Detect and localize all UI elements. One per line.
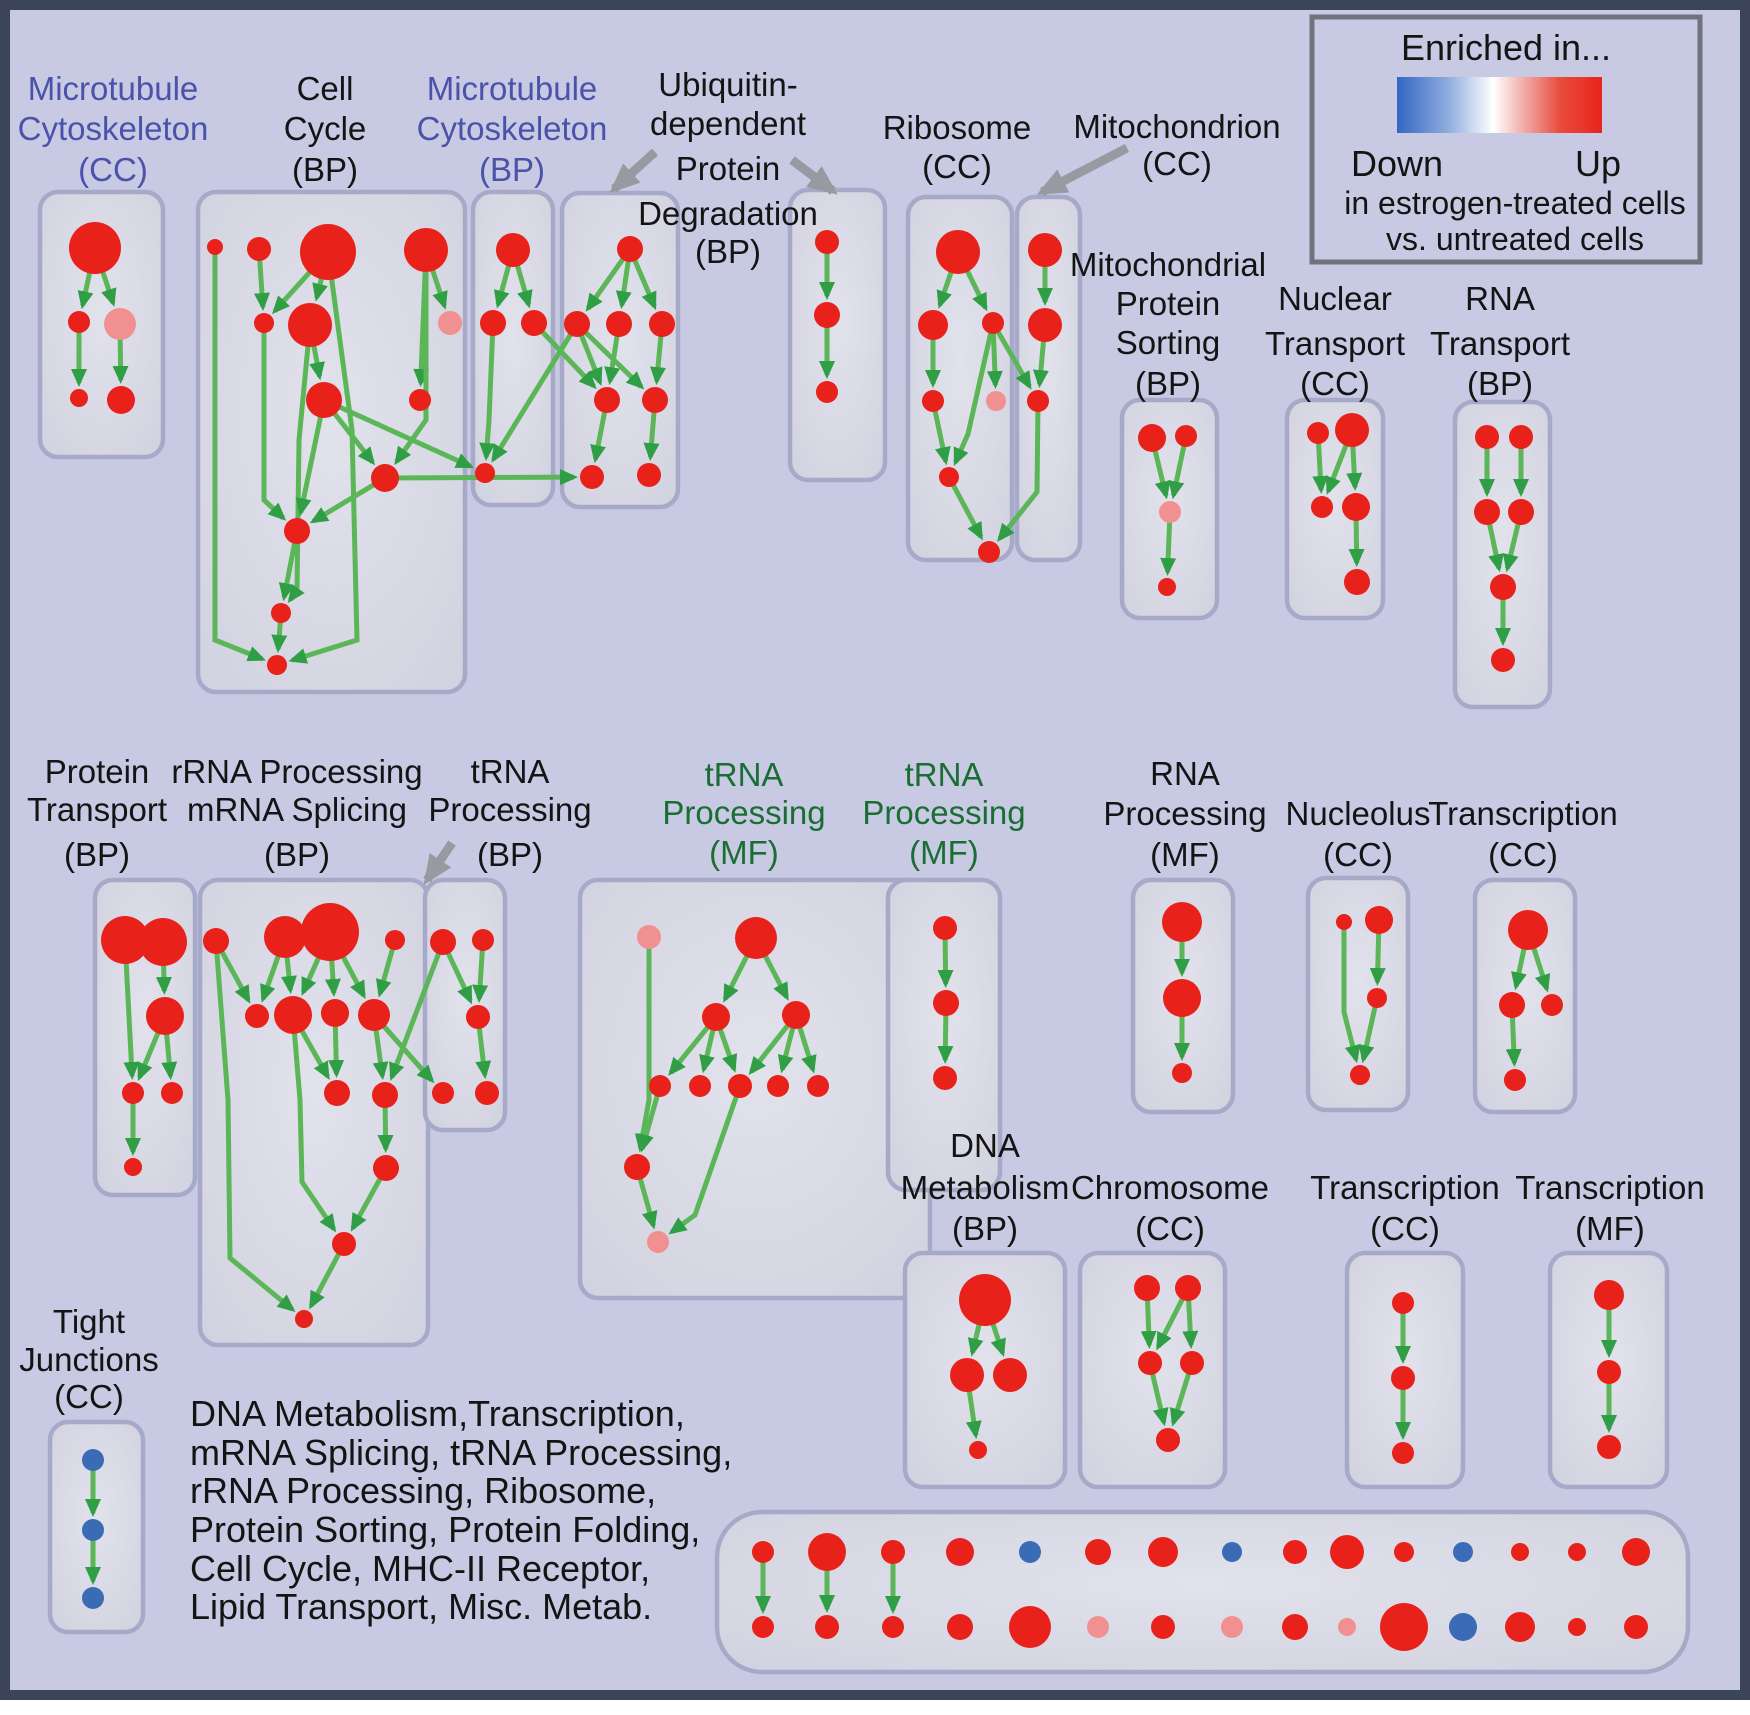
go-term-node [1449, 1613, 1477, 1641]
go-term-node [959, 1274, 1011, 1326]
go-term-node [982, 312, 1004, 334]
microtubule-cc-label: (CC) [78, 151, 148, 188]
protein-transport-label: Transport [27, 791, 167, 828]
go-term-node [1505, 1612, 1535, 1642]
trna-mf-a-label: (MF) [709, 834, 779, 871]
go-term-node [580, 465, 604, 489]
legend-subtitle-line1: in estrogen-treated cells [1344, 185, 1686, 221]
go-term-node [933, 990, 959, 1016]
ribosome-label: (CC) [922, 148, 992, 185]
chromosome-label: Chromosome [1070, 1169, 1270, 1206]
go-term-node [617, 236, 643, 262]
go-term-node [321, 999, 349, 1027]
rrna-mrna-label: (BP) [264, 836, 330, 873]
go-term-node [404, 228, 448, 272]
go-term-node [1508, 499, 1534, 525]
go-term-node [1499, 992, 1525, 1018]
legend [1312, 17, 1700, 262]
go-term-node [1511, 1543, 1529, 1561]
go-term-node [637, 925, 661, 949]
go-term-node [122, 1082, 144, 1104]
go-term-node [358, 999, 390, 1031]
go-term-node [808, 1533, 846, 1571]
go-term-node [409, 389, 431, 411]
go-term-node [986, 391, 1006, 411]
legend-color-gradient [1397, 77, 1602, 133]
go-term-node [466, 1005, 490, 1029]
protein-transport-label: (BP) [64, 836, 130, 873]
misc-bottom-box [717, 1512, 1688, 1672]
go-term-node [146, 997, 184, 1035]
go-term-node [1027, 390, 1049, 412]
go-term-node [1221, 1616, 1243, 1638]
go-term-node [1342, 493, 1370, 521]
go-term-node [207, 239, 223, 255]
go-term-node [475, 1081, 499, 1105]
ribosome-label: Ribosome [882, 109, 1032, 146]
go-term-node [947, 1614, 973, 1640]
go-term-node [385, 930, 405, 950]
go-term-node [264, 916, 306, 958]
go-term-node [637, 463, 661, 487]
go-term-node [1019, 1541, 1041, 1563]
go-term-node [1594, 1280, 1624, 1310]
dna-metabolism-label: Metabolism [900, 1169, 1070, 1206]
go-term-node [816, 381, 838, 403]
go-term-node [475, 463, 495, 483]
go-term-node [1282, 1614, 1308, 1640]
legend-up-label: Up [1574, 143, 1622, 184]
go-term-node [430, 929, 456, 955]
go-term-node [950, 1358, 984, 1392]
go-term-node [324, 1080, 350, 1106]
go-term-node [933, 916, 957, 940]
microtubule-bp-label: Cytoskeleton [416, 110, 608, 147]
rna-processing-mf-label: Processing [1103, 795, 1267, 832]
go-term-node [936, 230, 980, 274]
nuclear-transport-label: (CC) [1300, 365, 1370, 402]
go-term-node [1344, 569, 1370, 595]
go-term-node [203, 928, 229, 954]
tight-junctions-label: Tight [52, 1303, 126, 1340]
go-term-node [993, 1358, 1027, 1392]
go-term-node [782, 1001, 810, 1029]
go-term-node [247, 237, 271, 261]
go-term-node [1180, 1351, 1204, 1375]
go-term-node [161, 1082, 183, 1104]
go-term-node [82, 1449, 104, 1471]
go-term-node [1391, 1366, 1415, 1390]
legend-down-label: Down [1350, 143, 1444, 184]
transcription-mf-label: (MF) [1575, 1210, 1645, 1247]
go-term-node [752, 1616, 774, 1638]
mito-protein-sorting-label: (BP) [1135, 365, 1201, 402]
go-term-node [1491, 648, 1515, 672]
go-term-node [735, 917, 777, 959]
rna-processing-mf-label: (MF) [1150, 836, 1220, 873]
go-term-node [1085, 1539, 1111, 1565]
rna-transport-label: Transport [1430, 325, 1570, 362]
ubiquitin-deg-a-label: dependent [650, 105, 806, 142]
trna-mf-b-label: (MF) [909, 834, 979, 871]
go-term-node [922, 390, 944, 412]
tight-junctions-label: Junctions [19, 1341, 159, 1378]
go-term-node [1163, 979, 1201, 1017]
go-term-node [1541, 994, 1563, 1016]
go-term-node [1138, 1351, 1162, 1375]
go-term-node [1367, 988, 1387, 1008]
go-term-node [371, 464, 399, 492]
go-term-node [1330, 1535, 1364, 1569]
misc-categories-text: DNA Metabolism,Transcription, [190, 1393, 685, 1434]
go-term-node [1138, 424, 1166, 452]
dna-metabolism-label: DNA [950, 1127, 1020, 1164]
go-term-node [933, 1066, 957, 1090]
ubiquitin-deg-a-label: Ubiquitin- [658, 66, 798, 103]
trna-mf-b-label: Processing [862, 794, 1026, 831]
mitochondrion-label: Mitochondrion [1073, 108, 1281, 145]
go-term-node [807, 1075, 829, 1097]
go-term-node [245, 1004, 269, 1028]
go-term-node [1392, 1292, 1414, 1314]
go-term-node [480, 310, 506, 336]
go-term-node [1453, 1542, 1473, 1562]
go-term-node [1350, 1065, 1370, 1085]
microtubule-cc-label: Microtubule [27, 70, 199, 107]
go-term-node [1597, 1435, 1621, 1459]
go-term-node [1336, 914, 1352, 930]
go-term-node [432, 1082, 454, 1104]
go-term-node [1162, 902, 1202, 942]
mitochondrion-label: (CC) [1142, 145, 1212, 182]
go-term-node [472, 929, 494, 951]
chromosome-label: (CC) [1135, 1210, 1205, 1247]
misc-categories-text: Lipid Transport, Misc. Metab. [190, 1586, 653, 1627]
microtubule-bp-label: Microtubule [426, 70, 598, 107]
go-term-node [306, 382, 342, 418]
nucleolus-label: Nucleolus [1285, 795, 1431, 832]
cell-cycle-label: Cell [296, 70, 354, 107]
go-term-node [288, 303, 332, 347]
go-term-node [1490, 574, 1516, 600]
go-term-node [1474, 499, 1500, 525]
go-term-node [124, 1158, 142, 1176]
go-term-node [642, 387, 668, 413]
go-term-node [1504, 1069, 1526, 1091]
go-term-node [82, 1587, 104, 1609]
go-term-node [373, 1155, 399, 1181]
go-term-node [1159, 501, 1181, 523]
go-term-node [254, 313, 274, 333]
go-term-node [284, 518, 310, 544]
misc-categories-text: rRNA Processing, Ribosome, [190, 1470, 657, 1511]
go-term-node [1335, 413, 1369, 447]
go-term-node [969, 1441, 987, 1459]
go-term-node [107, 386, 135, 414]
go-term-node [728, 1074, 752, 1098]
go-term-node [68, 311, 90, 333]
go-term-node [1508, 910, 1548, 950]
misc-categories-text: Protein Sorting, Protein Folding, [190, 1509, 701, 1550]
go-term-node [702, 1003, 730, 1031]
go-term-node [1624, 1615, 1648, 1639]
go-term-node [606, 311, 632, 337]
go-term-node [1283, 1540, 1307, 1564]
go-term-node [521, 310, 547, 336]
go-term-node [104, 308, 136, 340]
go-term-node [1148, 1537, 1178, 1567]
microtubule-cc-label: Cytoskeleton [17, 110, 209, 147]
go-term-node [496, 233, 530, 267]
go-term-node [295, 1310, 313, 1328]
go-term-node [1134, 1275, 1160, 1301]
go-term-node [1365, 906, 1393, 934]
go-term-node [1338, 1618, 1356, 1636]
go-term-node [372, 1082, 398, 1108]
transcription-cc-a-label: (CC) [1488, 836, 1558, 873]
dna-metabolism-label: (BP) [952, 1210, 1018, 1247]
go-term-node [271, 603, 291, 623]
go-term-node [1597, 1360, 1621, 1384]
trna-bp-label: tRNA [470, 753, 550, 790]
go-term-node [438, 311, 462, 335]
go-term-node [70, 389, 88, 407]
go-term-node [689, 1075, 711, 1097]
mito-protein-sorting-label: Mitochondrial [1069, 246, 1267, 283]
legend-title: Enriched in... [1400, 27, 1612, 68]
trna-bp-label: Processing [428, 791, 592, 828]
go-term-node [69, 222, 121, 274]
go-term-node [1509, 425, 1533, 449]
go-term-node [1392, 1442, 1414, 1464]
go-term-node [82, 1519, 104, 1541]
trna-bp-label: (BP) [477, 836, 543, 873]
go-term-node [1475, 425, 1499, 449]
go-term-node [1568, 1618, 1586, 1636]
go-term-node [815, 1615, 839, 1639]
go-term-node [815, 230, 839, 254]
tight-junctions-label: (CC) [54, 1378, 124, 1415]
trna-mf-b-label: tRNA [904, 756, 984, 793]
go-term-node [647, 1231, 669, 1253]
go-term-node [1307, 422, 1329, 444]
trna-mf-a-label: tRNA [704, 756, 784, 793]
transcription-cc-b-label: (CC) [1370, 1210, 1440, 1247]
misc-categories-text: Cell Cycle, MHC-II Receptor, [190, 1548, 651, 1589]
microtubule-bp-label: (BP) [479, 151, 545, 188]
transcription-mf-label: Transcription [1515, 1169, 1705, 1206]
go-term-node [594, 387, 620, 413]
nucleolus-label: (CC) [1323, 836, 1393, 873]
go-term-node [267, 655, 287, 675]
ubiquitin-deg-a-label: Degradation [638, 195, 818, 232]
go-term-node [301, 903, 359, 961]
go-term-node [649, 1075, 671, 1097]
rrna-mrna-label: mRNA Splicing [186, 791, 408, 828]
go-term-node [274, 996, 312, 1034]
go-term-node [1028, 233, 1062, 267]
rna-transport-label: RNA [1465, 280, 1535, 317]
go-term-node [300, 224, 356, 280]
go-term-node [564, 311, 590, 337]
go-term-node [624, 1154, 650, 1180]
go-term-node [882, 1616, 904, 1638]
go-term-node [1175, 425, 1197, 447]
rrna-mrna-label: rRNA Processing [171, 753, 423, 790]
go-term-node [1222, 1542, 1242, 1562]
go-term-node [1028, 308, 1062, 342]
go-term-node [1158, 578, 1176, 596]
go-term-node [767, 1075, 789, 1097]
cell-cycle-label: (BP) [292, 151, 358, 188]
go-term-node [946, 1538, 974, 1566]
go-term-node [1394, 1542, 1414, 1562]
go-term-node [1156, 1428, 1180, 1452]
go-term-node [1087, 1616, 1109, 1638]
rna-transport-label: (BP) [1467, 365, 1533, 402]
nuclear-transport-label: Transport [1265, 325, 1405, 362]
misc-categories-text: mRNA Splicing, tRNA Processing, [190, 1432, 733, 1473]
go-term-node [814, 302, 840, 328]
go-term-node [1311, 496, 1333, 518]
go-term-node [752, 1541, 774, 1563]
go-term-node [881, 1540, 905, 1564]
transcription-cc-b-label: Transcription [1310, 1169, 1500, 1206]
ubiquitin-deg-b-box [790, 190, 885, 480]
rna-processing-mf-label: RNA [1150, 755, 1220, 792]
ubiquitin-deg-a-label: (BP) [695, 233, 761, 270]
protein-transport-label: Protein [44, 753, 150, 790]
go-term-node [139, 918, 187, 966]
mito-protein-sorting-label: Sorting [1115, 324, 1221, 361]
go-term-node [978, 541, 1000, 563]
go-term-node [1151, 1615, 1175, 1639]
go-term-node [332, 1232, 356, 1256]
cell-cycle-label: Cycle [283, 110, 367, 147]
go-term-node [939, 467, 959, 487]
nuclear-transport-label: Nuclear [1278, 280, 1392, 317]
go-term-node [1175, 1275, 1201, 1301]
go-term-node [649, 311, 675, 337]
legend-subtitle-line2: vs. untreated cells [1386, 221, 1644, 257]
go-term-node [1172, 1063, 1192, 1083]
trna-mf-a-label: Processing [662, 794, 826, 831]
go-term-node [918, 310, 948, 340]
go-term-node [1622, 1538, 1650, 1566]
go-term-node [1009, 1606, 1051, 1648]
ubiquitin-deg-a-label: Protein [675, 150, 781, 187]
go-term-node [1568, 1543, 1586, 1561]
go-term-node [1380, 1603, 1428, 1651]
transcription-cc-a-label: Transcription [1428, 795, 1618, 832]
mito-protein-sorting-label: Protein [1115, 285, 1221, 322]
